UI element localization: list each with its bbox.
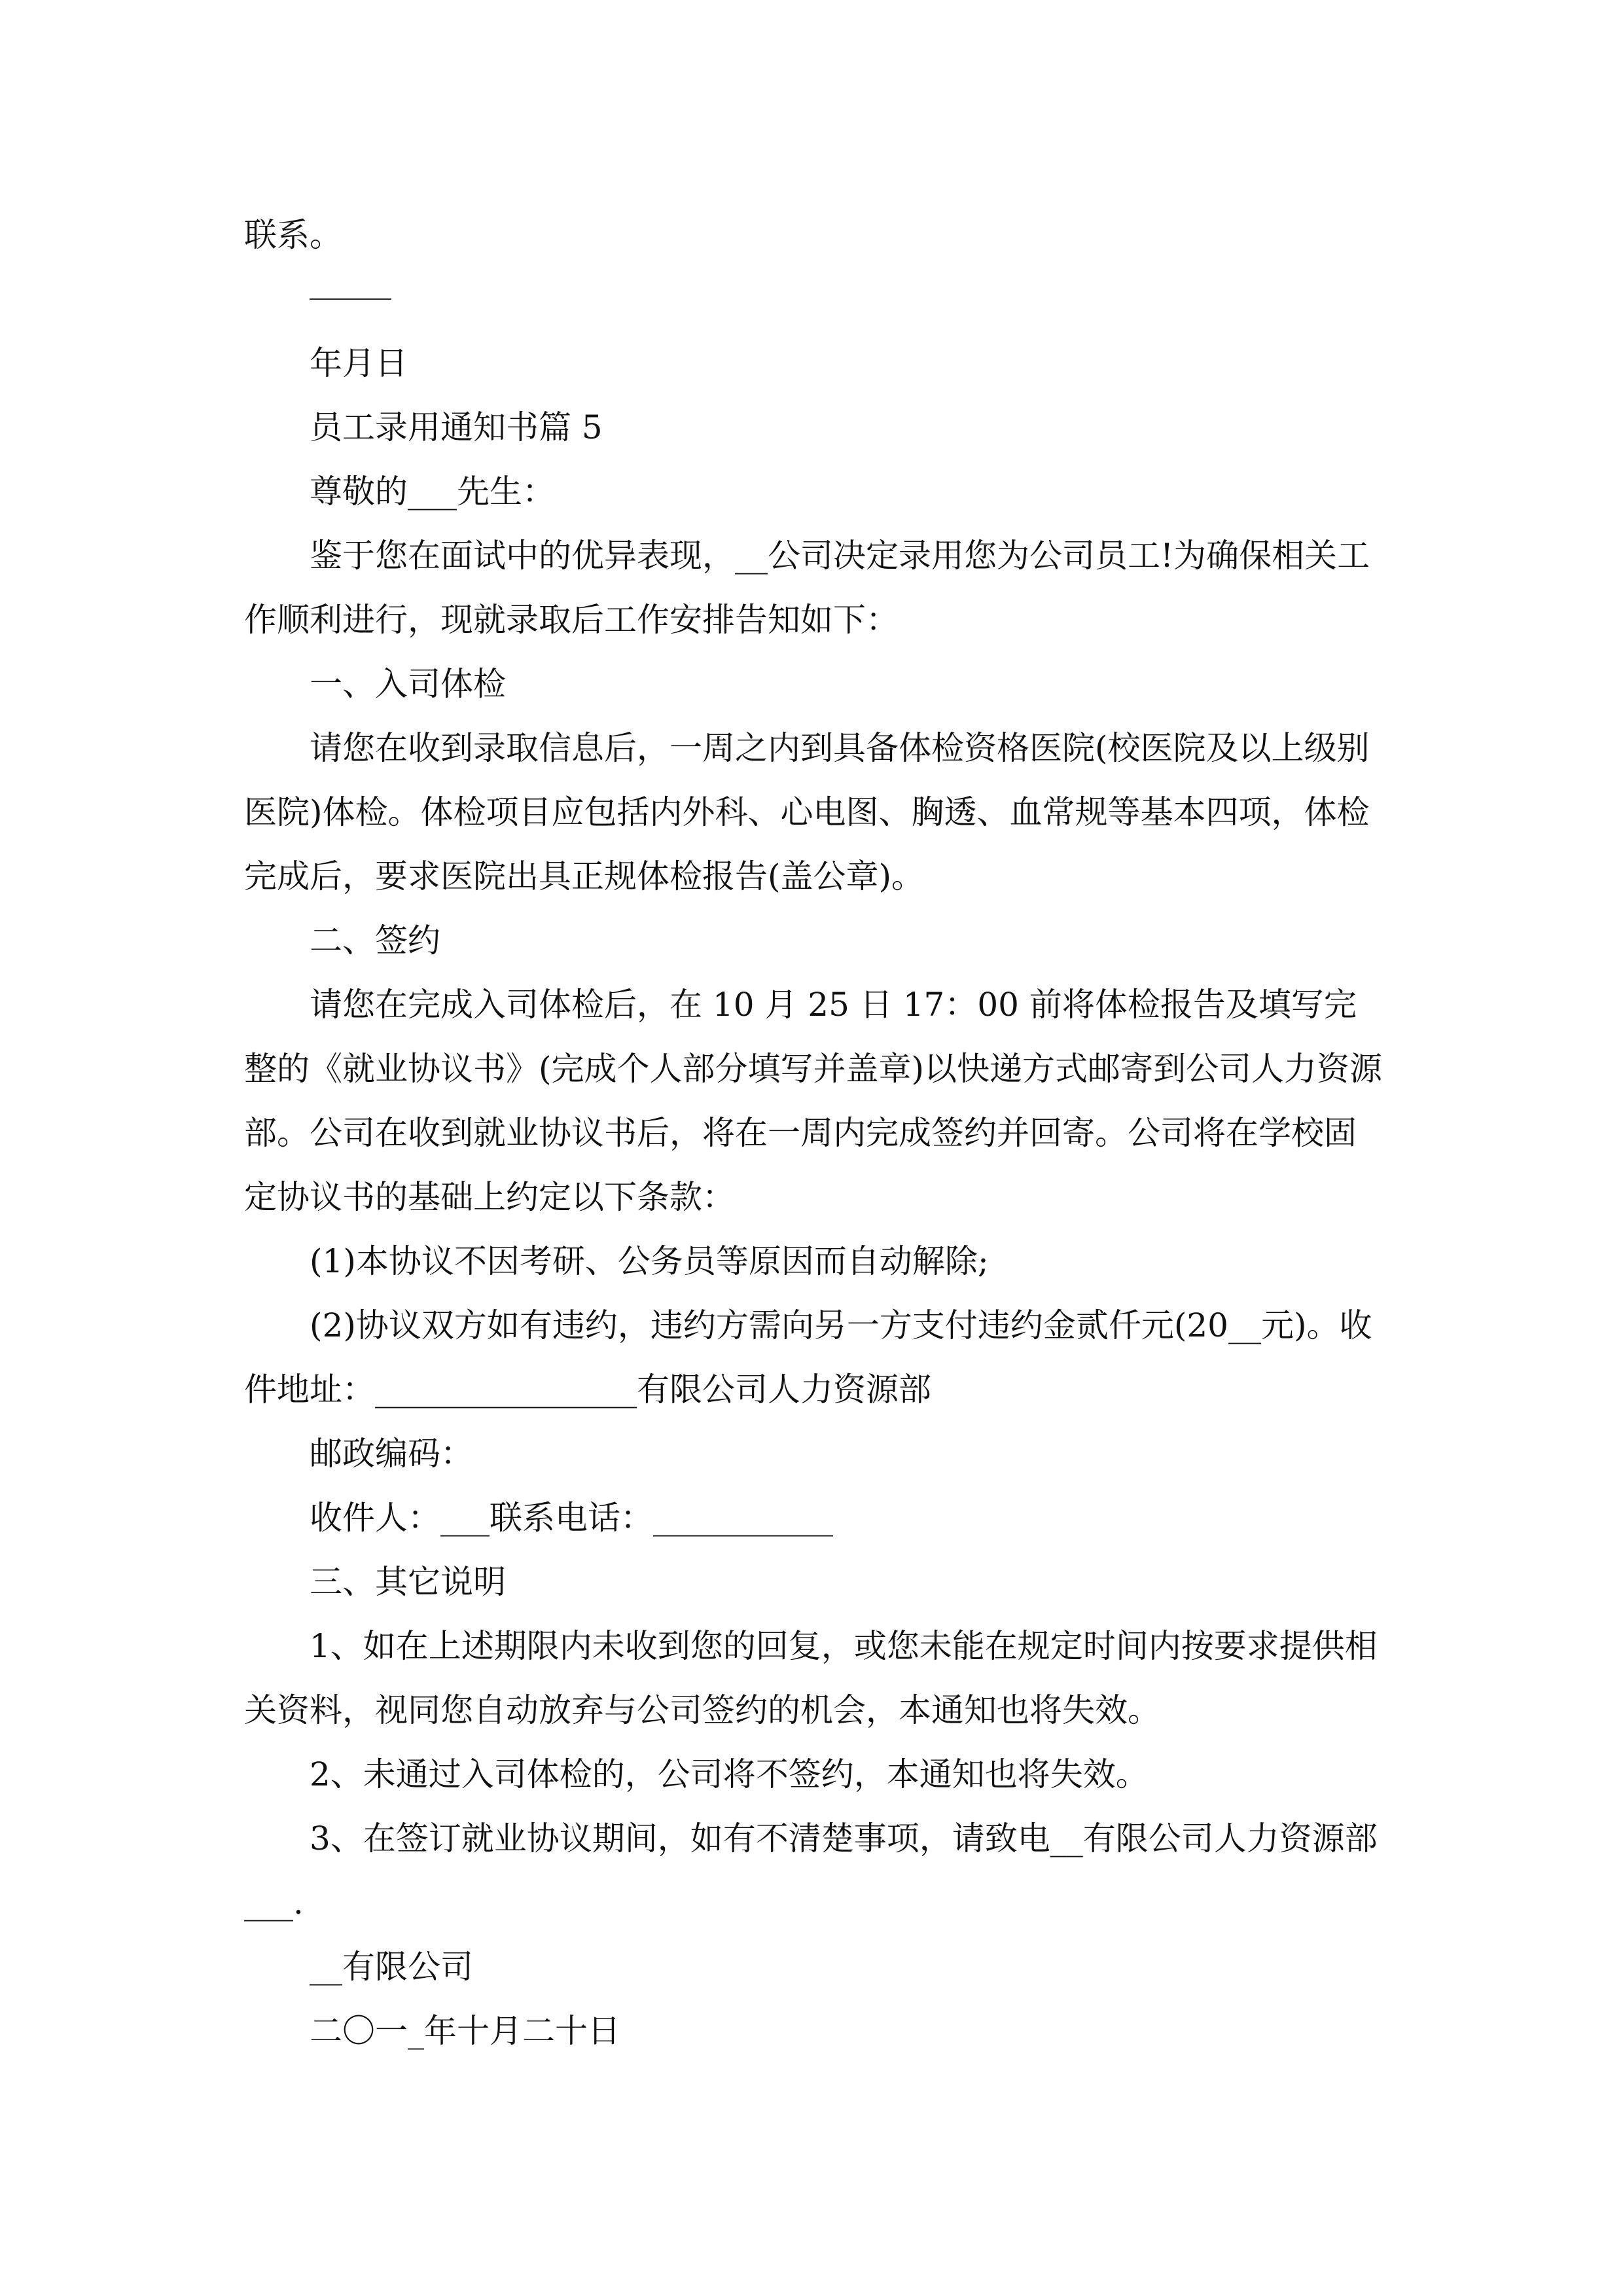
salutation: 尊敬的___先生：: [310, 473, 555, 511]
physical-exam-paragraph: 请您在收到录取信息后，一周之内到具备体检资格医院(校医院及以上级别医院)体检。体检项目应包括内外科、心电图、胸透、血常规等基本四项，体检完成后，要求医院出具正规体检报告(盖公章)。: [244, 729, 1370, 895]
document-body: [244, 203, 1383, 2063]
signature-line: [310, 298, 391, 300]
intro-paragraph: 鉴于您在面试中的优异表现，__公司决定录用您为公司员工!为确保相关工作顺利进行，现就录取后工作安排告知如下：: [244, 537, 1370, 639]
heading-other-notes: 三、其它说明: [310, 1563, 506, 1601]
heading-physical-exam: 一、入司体检: [310, 665, 506, 703]
issue-date: 二〇一_年十月二十日: [310, 2012, 620, 2050]
closing-text: 联系。: [244, 216, 342, 254]
clause-1: (1)本协议不因考研、公务员等原因而自动解除;: [310, 1242, 989, 1280]
note-1: 1、如在上述期限内未收到您的回复，或您未能在规定时间内按要求提供相关资料，视同您自动放弃与公司签约的机会，本通知也将失效。: [244, 1627, 1378, 1729]
signing-paragraph: 请您在完成入司体检后，在 10 月 25 日 17：00 前将体检报告及填写完整的《就业协议书》(完成个人部分填写并盖章)以快递方式邮寄到公司人力资源部。公司在收到就业协议书后，将在一周内完成签约并回寄。公司将在学校固定协议书的基础上约定以下条款：: [244, 986, 1383, 1216]
section-title: 员工录用通知书篇 5: [310, 408, 603, 446]
note-3: 3、在签订就业协议期间，如有不清楚事项，请致电__有限公司人力资源部___.: [244, 1820, 1378, 1922]
recipient-line: 收件人：___联系电话：___________: [310, 1499, 833, 1537]
heading-signing: 二、签约: [310, 922, 440, 960]
clause-2: (2)协议双方如有违约，违约方需向另一方支付违约金贰仟元(20__元)。收件地址：________________有限公司人力资源部: [244, 1306, 1372, 1408]
date-placeholder: 年月日: [310, 344, 408, 382]
postal-code-line: 邮政编码：: [310, 1435, 473, 1473]
company-signature: __有限公司: [310, 1948, 473, 1986]
note-2: 2、未通过入司体检的，公司将不签约，本通知也将失效。: [310, 1755, 1149, 1793]
